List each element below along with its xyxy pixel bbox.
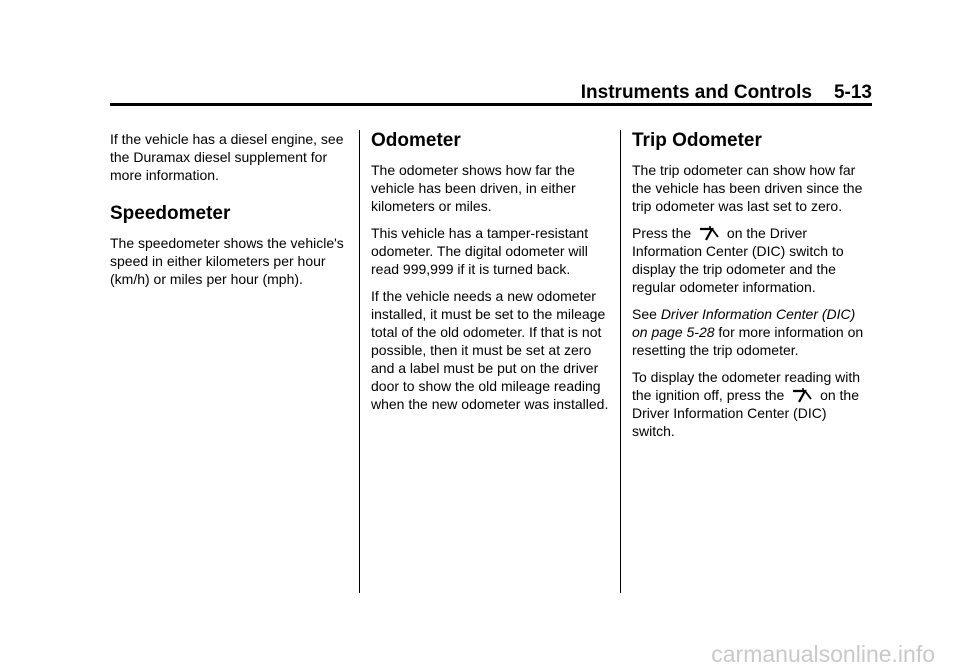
dic-page-reference: Driver Information Center (DIC) on page 5-28 <box>632 306 856 340</box>
speedometer-text: The speedometer shows the vehicle's speed in either kilometers per hour (km/h) or miles per hour (mph). <box>110 235 344 287</box>
watermark: carmanualsonline.info <box>711 641 935 667</box>
trip-paragraph-2: Press the on the Driver Information Center (DIC) switch to display the trip odometer and the regular odometer information. <box>632 225 844 295</box>
trip-paragraph-3: See Driver Information Center (DIC) on page 5-28 for more information on resetting the trip odometer. <box>632 306 864 358</box>
column-3 <box>632 130 872 449</box>
odometer-paragraph-3: If the vehicle needs a new odometer installed, it must be set to the mileage total of the old odometer. If that is not possible, then it must be set at zero and a label must be put on the driver door to show the old mileage reading when the new odometer was installed. <box>371 288 609 412</box>
page-number: 5-13 <box>833 82 872 103</box>
column-divider-2 <box>620 130 621 593</box>
header-rule <box>110 103 872 106</box>
section-title: Instruments and Controls <box>580 82 812 103</box>
page-header <box>110 82 872 104</box>
odometer-paragraph-2: This vehicle has a tamper-resistant odometer. The digital odometer will read 999,999 if it is turned back. <box>371 225 589 277</box>
speedometer-heading: Speedometer <box>110 203 231 224</box>
trip-odometer-heading: Trip Odometer <box>632 130 762 151</box>
column-1 <box>110 130 350 297</box>
trip-odometer-icon <box>698 225 720 241</box>
trip-odometer-icon <box>791 387 813 403</box>
diesel-intro: If the vehicle has a diesel engine, see the Duramax diesel supplement for more information. <box>110 131 344 183</box>
odometer-paragraph-1: The odometer shows how far the vehicle has been driven, in either kilometers or miles. <box>371 162 576 214</box>
trip-paragraph-4: To display the odometer reading with the ignition off, press the on the Driver Information Center (DIC) switch. <box>632 369 861 439</box>
odometer-heading: Odometer <box>371 130 461 151</box>
column-2 <box>371 130 611 422</box>
trip-paragraph-1: The trip odometer can show how far the vehicle has been driven since the trip odometer was last set to zero. <box>632 162 863 214</box>
column-divider-1 <box>359 130 360 593</box>
